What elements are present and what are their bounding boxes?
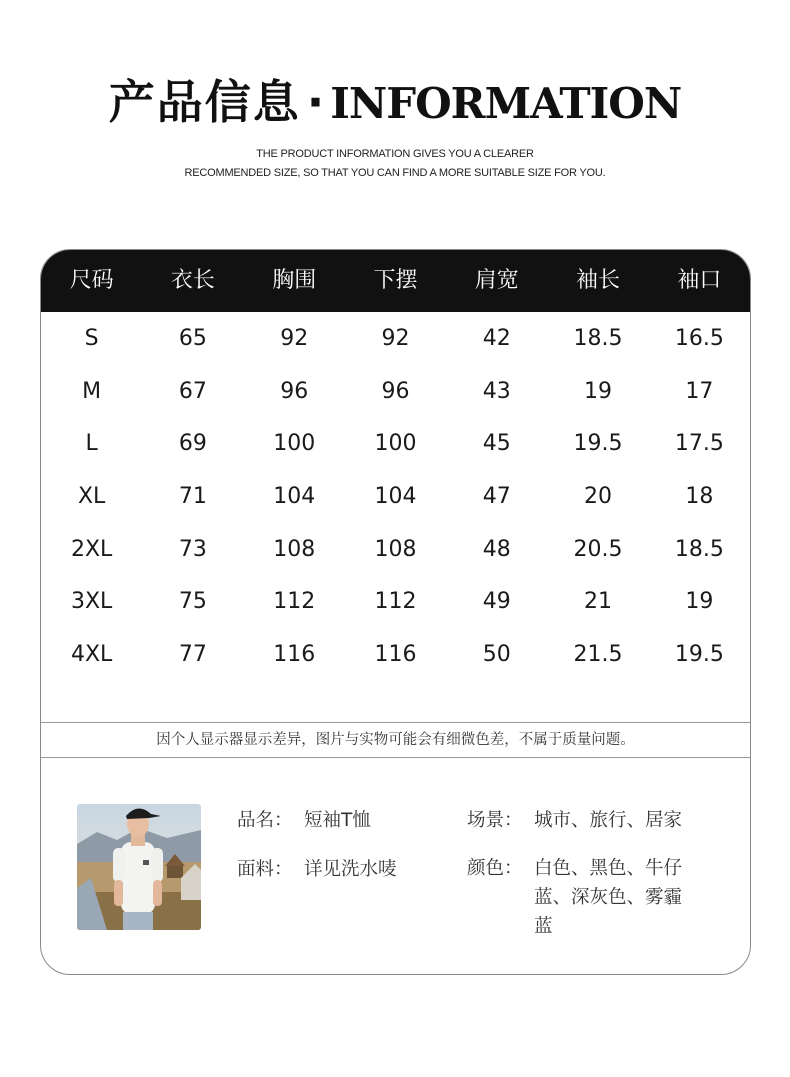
table-row xyxy=(41,313,750,366)
table-cell: 20 xyxy=(584,484,613,510)
table-cell: 116 xyxy=(273,642,316,668)
table-cell: 2XL xyxy=(70,536,113,562)
table-row xyxy=(41,366,750,419)
table-cell: XL xyxy=(77,484,106,510)
page-title xyxy=(0,70,790,136)
table-cell: 75 xyxy=(178,589,207,615)
table-cell: 47 xyxy=(482,484,511,510)
title-english: INFORMATION xyxy=(330,79,682,128)
table-cell: 112 xyxy=(374,589,417,615)
table-cell: 19.5 xyxy=(573,431,623,457)
table-cell: 17.5 xyxy=(674,431,724,457)
table-cell: 73 xyxy=(178,536,207,562)
table-cell: 4XL xyxy=(70,642,113,668)
table-cell: 16.5 xyxy=(674,326,724,351)
table-cell: 18.5 xyxy=(674,536,724,562)
fabric-label: 面料： xyxy=(237,859,293,880)
table-cell: 108 xyxy=(273,536,316,562)
product-photo xyxy=(77,804,201,930)
color-label: 颜色： xyxy=(467,858,523,879)
table-cell: 67 xyxy=(178,378,207,404)
scene-value: 城市、旅行、居家 xyxy=(534,810,683,831)
scene-label: 场景： xyxy=(467,810,523,831)
table-cell: M xyxy=(82,378,102,404)
product-name-value: 短袖T恤 xyxy=(304,810,371,831)
table-cell: 100 xyxy=(374,431,417,457)
table-cell: 100 xyxy=(273,431,316,457)
table-cell: L xyxy=(85,431,98,457)
table-cell: 17 xyxy=(685,378,714,404)
table-cell: 50 xyxy=(482,642,511,668)
size-chart-card xyxy=(40,249,751,975)
column-header-size: 尺码 xyxy=(69,268,114,293)
table-cell: 21 xyxy=(584,589,613,615)
table-row xyxy=(41,471,750,524)
column-header-cuff: 袖口 xyxy=(677,268,722,293)
table-cell: 92 xyxy=(280,326,309,351)
color-difference-note: 因个人显示器显示差异，图片与实物可能会有细微色差，不属于质量问题。 xyxy=(41,722,750,758)
fabric-value: 详见洗水唛 xyxy=(304,859,397,880)
table-cell: 71 xyxy=(178,484,207,510)
column-header-shoulder: 肩宽 xyxy=(474,268,519,293)
table-cell: 116 xyxy=(374,642,417,668)
table-cell: 3XL xyxy=(70,589,113,615)
table-cell: 108 xyxy=(374,536,417,562)
table-body xyxy=(41,312,750,682)
table-cell: 104 xyxy=(273,484,316,510)
table-cell: 43 xyxy=(482,378,511,404)
table-cell: 42 xyxy=(482,326,511,351)
table-cell: 19.5 xyxy=(674,642,724,668)
table-cell: 65 xyxy=(178,326,207,351)
table-cell: 18.5 xyxy=(573,326,623,351)
table-row xyxy=(41,576,750,629)
table-cell: 77 xyxy=(178,642,207,668)
color-value-line-3: 蓝 xyxy=(534,916,553,937)
table-cell: 49 xyxy=(482,589,511,615)
column-header-chest: 胸围 xyxy=(272,268,317,293)
color-value-line-2: 蓝、深灰色、雾霾 xyxy=(534,887,683,908)
table-cell: 45 xyxy=(482,431,511,457)
table-cell: 96 xyxy=(280,378,309,404)
table-cell: 69 xyxy=(178,431,207,457)
table-row xyxy=(41,524,750,577)
product-name-label: 品名： xyxy=(237,810,293,831)
table-row xyxy=(41,629,750,682)
table-cell: S xyxy=(84,326,99,351)
table-cell: 104 xyxy=(374,484,417,510)
table-cell: 20.5 xyxy=(573,536,623,562)
title-chinese: 产品信息 xyxy=(108,75,301,129)
title-dot: · xyxy=(306,75,325,129)
table-cell: 19 xyxy=(685,589,714,615)
table-cell: 21.5 xyxy=(573,642,623,668)
subtitle-line-2: RECOMMENDED SIZE, SO THAT YOU CAN FIND A MORE SUITABLE SIZE FOR YOU. xyxy=(184,167,606,179)
color-value-line-1: 白色、黑色、牛仔 xyxy=(534,858,683,879)
table-row xyxy=(41,418,750,471)
table-cell: 48 xyxy=(482,536,511,562)
column-header-length: 衣长 xyxy=(170,268,215,293)
column-header-sleeve-length: 袖长 xyxy=(576,268,621,293)
table-cell: 19 xyxy=(584,378,613,404)
table-cell: 18 xyxy=(685,484,714,510)
table-cell: 96 xyxy=(381,378,410,404)
subtitle-line-1: THE PRODUCT INFORMATION GIVES YOU A CLEARER xyxy=(256,148,534,160)
table-cell: 112 xyxy=(273,589,316,615)
table-header xyxy=(41,250,750,312)
table-cell: 92 xyxy=(381,326,410,351)
column-header-hem: 下摆 xyxy=(373,268,418,293)
